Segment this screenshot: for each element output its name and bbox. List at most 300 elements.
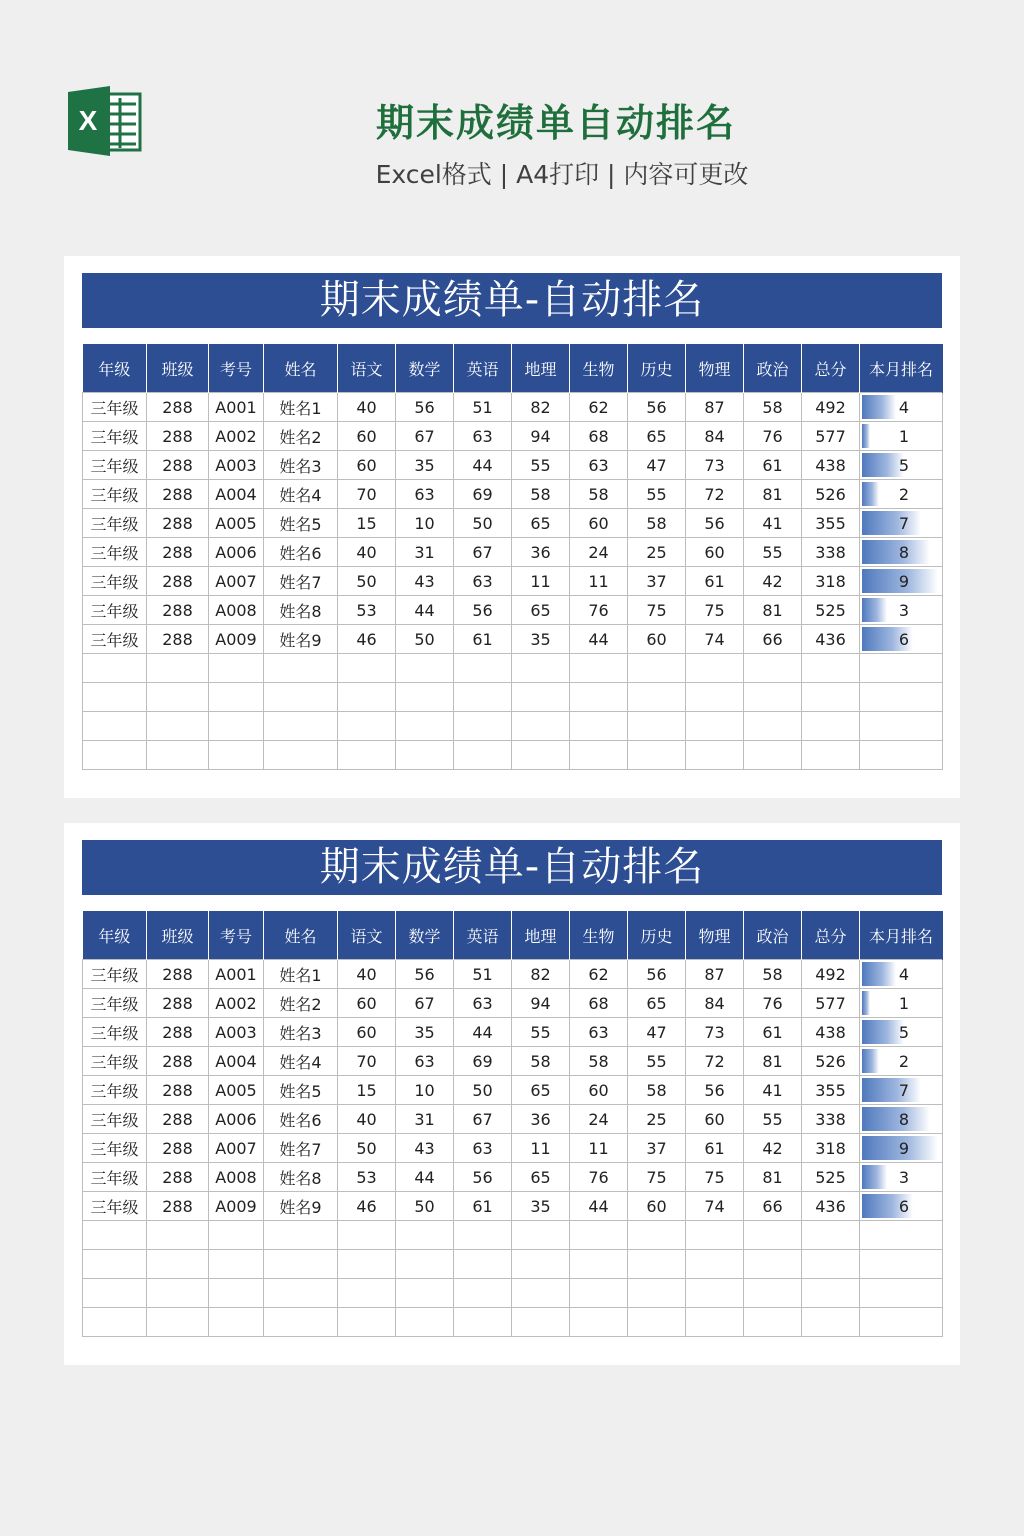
cell-wuli[interactable]: 84 [686, 989, 744, 1018]
empty-cell[interactable] [147, 1308, 209, 1337]
cell-dili[interactable]: 58 [512, 1047, 570, 1076]
cell-grade[interactable]: 三年级 [83, 1163, 147, 1192]
cell-yingyu[interactable]: 56 [454, 1163, 512, 1192]
cell-id[interactable]: A007 [209, 1134, 264, 1163]
empty-cell[interactable] [83, 654, 147, 683]
cell-class[interactable]: 288 [147, 480, 209, 509]
empty-cell[interactable] [802, 1279, 860, 1308]
cell-name[interactable]: 姓名1 [264, 960, 338, 989]
empty-cell[interactable] [744, 741, 802, 770]
cell-yuwen[interactable]: 70 [338, 480, 396, 509]
cell-lishi[interactable]: 75 [628, 1163, 686, 1192]
cell-name[interactable]: 姓名1 [264, 393, 338, 422]
cell-lishi[interactable]: 55 [628, 480, 686, 509]
cell-lishi[interactable]: 65 [628, 422, 686, 451]
cell-lishi[interactable]: 47 [628, 1018, 686, 1047]
rank-cell[interactable] [860, 480, 943, 509]
empty-cell[interactable] [209, 1308, 264, 1337]
cell-lishi[interactable]: 56 [628, 960, 686, 989]
cell-lishi[interactable]: 56 [628, 393, 686, 422]
cell-wuli[interactable]: 75 [686, 596, 744, 625]
empty-cell[interactable] [454, 683, 512, 712]
cell-grade[interactable]: 三年级 [83, 596, 147, 625]
cell-id[interactable]: A004 [209, 1047, 264, 1076]
cell-class[interactable]: 288 [147, 1018, 209, 1047]
cell-wuli[interactable]: 87 [686, 960, 744, 989]
cell-grade[interactable]: 三年级 [83, 1018, 147, 1047]
cell-shuxue[interactable]: 10 [396, 509, 454, 538]
cell-dili[interactable]: 55 [512, 1018, 570, 1047]
empty-cell[interactable] [264, 712, 338, 741]
cell-grade[interactable]: 三年级 [83, 1134, 147, 1163]
cell-name[interactable]: 姓名6 [264, 1105, 338, 1134]
empty-cell[interactable] [686, 1279, 744, 1308]
cell-yingyu[interactable]: 63 [454, 989, 512, 1018]
cell-dili[interactable]: 94 [512, 989, 570, 1018]
rank-cell[interactable] [860, 1192, 943, 1221]
cell-wuli[interactable]: 73 [686, 451, 744, 480]
cell-total[interactable]: 526 [802, 480, 860, 509]
empty-cell[interactable] [83, 1279, 147, 1308]
empty-cell[interactable] [512, 1221, 570, 1250]
cell-yuwen[interactable]: 50 [338, 1134, 396, 1163]
cell-dili[interactable]: 65 [512, 1163, 570, 1192]
cell-shuxue[interactable]: 35 [396, 451, 454, 480]
empty-cell[interactable] [264, 654, 338, 683]
cell-wuli[interactable]: 56 [686, 1076, 744, 1105]
cell-lishi[interactable]: 75 [628, 596, 686, 625]
empty-cell[interactable] [264, 1221, 338, 1250]
cell-yingyu[interactable]: 69 [454, 480, 512, 509]
cell-total[interactable]: 318 [802, 567, 860, 596]
empty-cell[interactable] [860, 741, 943, 770]
empty-cell[interactable] [396, 683, 454, 712]
empty-cell[interactable] [570, 654, 628, 683]
cell-shuxue[interactable]: 31 [396, 538, 454, 567]
empty-cell[interactable] [147, 741, 209, 770]
empty-cell[interactable] [396, 1279, 454, 1308]
rank-cell[interactable] [860, 1018, 943, 1047]
cell-total[interactable]: 338 [802, 1105, 860, 1134]
empty-cell[interactable] [338, 741, 396, 770]
cell-id[interactable]: A007 [209, 567, 264, 596]
cell-zhengzhi[interactable]: 81 [744, 480, 802, 509]
cell-name[interactable]: 姓名7 [264, 1134, 338, 1163]
cell-shuxue[interactable]: 43 [396, 567, 454, 596]
empty-cell[interactable] [396, 1250, 454, 1279]
cell-shengwu[interactable]: 76 [570, 596, 628, 625]
rank-cell[interactable] [860, 1134, 943, 1163]
cell-wuli[interactable]: 56 [686, 509, 744, 538]
empty-cell[interactable] [802, 1308, 860, 1337]
cell-yingyu[interactable]: 56 [454, 596, 512, 625]
cell-total[interactable]: 355 [802, 509, 860, 538]
cell-shuxue[interactable]: 35 [396, 1018, 454, 1047]
rank-cell[interactable] [860, 960, 943, 989]
cell-shengwu[interactable]: 58 [570, 1047, 628, 1076]
empty-cell[interactable] [512, 712, 570, 741]
rank-cell[interactable] [860, 567, 943, 596]
cell-yuwen[interactable]: 50 [338, 567, 396, 596]
cell-class[interactable]: 288 [147, 451, 209, 480]
cell-shuxue[interactable]: 56 [396, 393, 454, 422]
cell-dili[interactable]: 36 [512, 1105, 570, 1134]
empty-cell[interactable] [570, 1308, 628, 1337]
empty-cell[interactable] [147, 1221, 209, 1250]
rank-cell[interactable] [860, 1047, 943, 1076]
cell-class[interactable]: 288 [147, 393, 209, 422]
cell-yuwen[interactable]: 70 [338, 1047, 396, 1076]
cell-zhengzhi[interactable]: 81 [744, 596, 802, 625]
empty-cell[interactable] [628, 683, 686, 712]
empty-cell[interactable] [860, 1221, 943, 1250]
empty-cell[interactable] [686, 683, 744, 712]
cell-zhengzhi[interactable]: 76 [744, 422, 802, 451]
cell-zhengzhi[interactable]: 61 [744, 451, 802, 480]
cell-wuli[interactable]: 74 [686, 1192, 744, 1221]
empty-cell[interactable] [744, 1308, 802, 1337]
cell-total[interactable]: 438 [802, 1018, 860, 1047]
cell-yuwen[interactable]: 15 [338, 509, 396, 538]
cell-class[interactable]: 288 [147, 1163, 209, 1192]
cell-yingyu[interactable]: 50 [454, 1076, 512, 1105]
empty-cell[interactable] [264, 1279, 338, 1308]
empty-cell[interactable] [454, 1308, 512, 1337]
empty-cell[interactable] [686, 1308, 744, 1337]
empty-cell[interactable] [338, 1250, 396, 1279]
cell-total[interactable]: 318 [802, 1134, 860, 1163]
empty-cell[interactable] [744, 654, 802, 683]
empty-cell[interactable] [802, 741, 860, 770]
empty-cell[interactable] [83, 1308, 147, 1337]
cell-grade[interactable]: 三年级 [83, 480, 147, 509]
empty-cell[interactable] [628, 1250, 686, 1279]
cell-grade[interactable]: 三年级 [83, 960, 147, 989]
cell-grade[interactable]: 三年级 [83, 1192, 147, 1221]
cell-wuli[interactable]: 61 [686, 567, 744, 596]
empty-cell[interactable] [396, 712, 454, 741]
cell-id[interactable]: A004 [209, 480, 264, 509]
cell-shengwu[interactable]: 63 [570, 451, 628, 480]
cell-shuxue[interactable]: 56 [396, 960, 454, 989]
cell-wuli[interactable]: 60 [686, 1105, 744, 1134]
rank-cell[interactable] [860, 625, 943, 654]
empty-cell[interactable] [686, 741, 744, 770]
cell-total[interactable]: 338 [802, 538, 860, 567]
cell-shengwu[interactable]: 60 [570, 509, 628, 538]
empty-cell[interactable] [860, 712, 943, 741]
empty-cell[interactable] [454, 1250, 512, 1279]
cell-yingyu[interactable]: 69 [454, 1047, 512, 1076]
empty-cell[interactable] [338, 683, 396, 712]
cell-lishi[interactable]: 37 [628, 1134, 686, 1163]
empty-cell[interactable] [338, 1308, 396, 1337]
cell-grade[interactable]: 三年级 [83, 509, 147, 538]
cell-name[interactable]: 姓名4 [264, 480, 338, 509]
cell-name[interactable]: 姓名2 [264, 989, 338, 1018]
cell-total[interactable]: 355 [802, 1076, 860, 1105]
empty-cell[interactable] [570, 1221, 628, 1250]
cell-grade[interactable]: 三年级 [83, 393, 147, 422]
cell-yuwen[interactable]: 40 [338, 1105, 396, 1134]
empty-cell[interactable] [209, 1221, 264, 1250]
empty-cell[interactable] [512, 1279, 570, 1308]
empty-cell[interactable] [570, 741, 628, 770]
empty-cell[interactable] [686, 1221, 744, 1250]
cell-class[interactable]: 288 [147, 567, 209, 596]
cell-wuli[interactable]: 84 [686, 422, 744, 451]
empty-cell[interactable] [628, 741, 686, 770]
cell-lishi[interactable]: 60 [628, 1192, 686, 1221]
empty-cell[interactable] [744, 1279, 802, 1308]
cell-shuxue[interactable]: 63 [396, 480, 454, 509]
cell-yingyu[interactable]: 44 [454, 1018, 512, 1047]
cell-grade[interactable]: 三年级 [83, 451, 147, 480]
cell-dili[interactable]: 11 [512, 567, 570, 596]
cell-zhengzhi[interactable]: 76 [744, 989, 802, 1018]
cell-name[interactable]: 姓名7 [264, 567, 338, 596]
cell-zhengzhi[interactable]: 58 [744, 393, 802, 422]
empty-cell[interactable] [802, 712, 860, 741]
cell-class[interactable]: 288 [147, 625, 209, 654]
cell-lishi[interactable]: 25 [628, 1105, 686, 1134]
cell-shengwu[interactable]: 68 [570, 422, 628, 451]
empty-cell[interactable] [570, 1250, 628, 1279]
empty-cell[interactable] [396, 1221, 454, 1250]
cell-zhengzhi[interactable]: 66 [744, 625, 802, 654]
empty-cell[interactable] [686, 654, 744, 683]
cell-zhengzhi[interactable]: 55 [744, 538, 802, 567]
cell-id[interactable]: A005 [209, 509, 264, 538]
cell-name[interactable]: 姓名9 [264, 1192, 338, 1221]
cell-grade[interactable]: 三年级 [83, 1105, 147, 1134]
empty-cell[interactable] [147, 654, 209, 683]
cell-class[interactable]: 288 [147, 422, 209, 451]
cell-yingyu[interactable]: 51 [454, 960, 512, 989]
cell-total[interactable]: 526 [802, 1047, 860, 1076]
cell-name[interactable]: 姓名2 [264, 422, 338, 451]
cell-wuli[interactable]: 60 [686, 538, 744, 567]
empty-cell[interactable] [264, 741, 338, 770]
cell-yuwen[interactable]: 15 [338, 1076, 396, 1105]
cell-class[interactable]: 288 [147, 960, 209, 989]
cell-shuxue[interactable]: 10 [396, 1076, 454, 1105]
empty-cell[interactable] [686, 712, 744, 741]
empty-cell[interactable] [512, 1308, 570, 1337]
cell-yingyu[interactable]: 61 [454, 1192, 512, 1221]
empty-cell[interactable] [744, 1250, 802, 1279]
rank-cell[interactable] [860, 1076, 943, 1105]
empty-cell[interactable] [338, 1221, 396, 1250]
cell-grade[interactable]: 三年级 [83, 538, 147, 567]
empty-cell[interactable] [860, 683, 943, 712]
cell-shuxue[interactable]: 67 [396, 422, 454, 451]
empty-cell[interactable] [209, 1279, 264, 1308]
cell-total[interactable]: 577 [802, 422, 860, 451]
cell-yingyu[interactable]: 63 [454, 422, 512, 451]
empty-cell[interactable] [338, 712, 396, 741]
cell-yuwen[interactable]: 40 [338, 960, 396, 989]
cell-dili[interactable]: 94 [512, 422, 570, 451]
empty-cell[interactable] [454, 741, 512, 770]
empty-cell[interactable] [209, 654, 264, 683]
cell-lishi[interactable]: 58 [628, 509, 686, 538]
cell-yuwen[interactable]: 40 [338, 538, 396, 567]
cell-zhengzhi[interactable]: 81 [744, 1047, 802, 1076]
cell-id[interactable]: A003 [209, 1018, 264, 1047]
cell-class[interactable]: 288 [147, 1134, 209, 1163]
empty-cell[interactable] [396, 741, 454, 770]
cell-dili[interactable]: 58 [512, 480, 570, 509]
empty-cell[interactable] [570, 1279, 628, 1308]
empty-cell[interactable] [454, 1221, 512, 1250]
cell-total[interactable]: 525 [802, 596, 860, 625]
cell-lishi[interactable]: 55 [628, 1047, 686, 1076]
empty-cell[interactable] [860, 1279, 943, 1308]
empty-cell[interactable] [570, 712, 628, 741]
empty-cell[interactable] [628, 712, 686, 741]
cell-dili[interactable]: 36 [512, 538, 570, 567]
cell-wuli[interactable]: 73 [686, 1018, 744, 1047]
cell-lishi[interactable]: 58 [628, 1076, 686, 1105]
cell-yuwen[interactable]: 46 [338, 625, 396, 654]
cell-shuxue[interactable]: 67 [396, 989, 454, 1018]
cell-class[interactable]: 288 [147, 1076, 209, 1105]
rank-cell[interactable] [860, 509, 943, 538]
empty-cell[interactable] [628, 1221, 686, 1250]
cell-dili[interactable]: 55 [512, 451, 570, 480]
cell-lishi[interactable]: 60 [628, 625, 686, 654]
cell-grade[interactable]: 三年级 [83, 625, 147, 654]
empty-cell[interactable] [802, 683, 860, 712]
cell-dili[interactable]: 65 [512, 1076, 570, 1105]
empty-cell[interactable] [147, 1250, 209, 1279]
cell-zhengzhi[interactable]: 42 [744, 567, 802, 596]
cell-wuli[interactable]: 72 [686, 480, 744, 509]
cell-id[interactable]: A002 [209, 989, 264, 1018]
empty-cell[interactable] [264, 683, 338, 712]
empty-cell[interactable] [147, 712, 209, 741]
empty-cell[interactable] [209, 1250, 264, 1279]
cell-yingyu[interactable]: 50 [454, 509, 512, 538]
cell-yingyu[interactable]: 63 [454, 567, 512, 596]
cell-shengwu[interactable]: 68 [570, 989, 628, 1018]
empty-cell[interactable] [83, 1221, 147, 1250]
empty-cell[interactable] [802, 1250, 860, 1279]
empty-cell[interactable] [264, 1308, 338, 1337]
cell-name[interactable]: 姓名5 [264, 509, 338, 538]
cell-lishi[interactable]: 37 [628, 567, 686, 596]
rank-cell[interactable] [860, 422, 943, 451]
cell-id[interactable]: A006 [209, 1105, 264, 1134]
rank-cell[interactable] [860, 393, 943, 422]
empty-cell[interactable] [209, 712, 264, 741]
cell-name[interactable]: 姓名9 [264, 625, 338, 654]
empty-cell[interactable] [454, 712, 512, 741]
empty-cell[interactable] [744, 683, 802, 712]
empty-cell[interactable] [83, 683, 147, 712]
rank-cell[interactable] [860, 1105, 943, 1134]
cell-name[interactable]: 姓名4 [264, 1047, 338, 1076]
empty-cell[interactable] [147, 683, 209, 712]
cell-shengwu[interactable]: 60 [570, 1076, 628, 1105]
cell-shengwu[interactable]: 24 [570, 1105, 628, 1134]
cell-yingyu[interactable]: 63 [454, 1134, 512, 1163]
empty-cell[interactable] [744, 712, 802, 741]
empty-cell[interactable] [264, 1250, 338, 1279]
empty-cell[interactable] [802, 1221, 860, 1250]
empty-cell[interactable] [512, 1250, 570, 1279]
cell-id[interactable]: A009 [209, 625, 264, 654]
empty-cell[interactable] [628, 654, 686, 683]
cell-name[interactable]: 姓名8 [264, 1163, 338, 1192]
cell-total[interactable]: 436 [802, 1192, 860, 1221]
empty-cell[interactable] [628, 1308, 686, 1337]
cell-shengwu[interactable]: 58 [570, 480, 628, 509]
cell-id[interactable]: A009 [209, 1192, 264, 1221]
cell-dili[interactable]: 82 [512, 393, 570, 422]
cell-zhengzhi[interactable]: 81 [744, 1163, 802, 1192]
rank-cell[interactable] [860, 1163, 943, 1192]
empty-cell[interactable] [860, 1250, 943, 1279]
empty-cell[interactable] [454, 1279, 512, 1308]
rank-cell[interactable] [860, 989, 943, 1018]
cell-grade[interactable]: 三年级 [83, 422, 147, 451]
cell-shuxue[interactable]: 63 [396, 1047, 454, 1076]
cell-dili[interactable]: 65 [512, 509, 570, 538]
cell-grade[interactable]: 三年级 [83, 989, 147, 1018]
cell-yuwen[interactable]: 53 [338, 1163, 396, 1192]
cell-id[interactable]: A001 [209, 960, 264, 989]
cell-yingyu[interactable]: 51 [454, 393, 512, 422]
cell-shengwu[interactable]: 62 [570, 960, 628, 989]
cell-grade[interactable]: 三年级 [83, 567, 147, 596]
cell-class[interactable]: 288 [147, 538, 209, 567]
cell-lishi[interactable]: 25 [628, 538, 686, 567]
empty-cell[interactable] [628, 1279, 686, 1308]
empty-cell[interactable] [83, 1250, 147, 1279]
cell-id[interactable]: A003 [209, 451, 264, 480]
cell-dili[interactable]: 35 [512, 1192, 570, 1221]
cell-id[interactable]: A008 [209, 1163, 264, 1192]
cell-zhengzhi[interactable]: 66 [744, 1192, 802, 1221]
empty-cell[interactable] [147, 1279, 209, 1308]
cell-name[interactable]: 姓名8 [264, 596, 338, 625]
empty-cell[interactable] [860, 1308, 943, 1337]
cell-id[interactable]: A002 [209, 422, 264, 451]
cell-grade[interactable]: 三年级 [83, 1076, 147, 1105]
cell-dili[interactable]: 35 [512, 625, 570, 654]
cell-dili[interactable]: 11 [512, 1134, 570, 1163]
cell-total[interactable]: 436 [802, 625, 860, 654]
empty-cell[interactable] [744, 1221, 802, 1250]
cell-wuli[interactable]: 74 [686, 625, 744, 654]
cell-shuxue[interactable]: 50 [396, 625, 454, 654]
cell-class[interactable]: 288 [147, 1192, 209, 1221]
cell-shuxue[interactable]: 43 [396, 1134, 454, 1163]
cell-shengwu[interactable]: 44 [570, 625, 628, 654]
empty-cell[interactable] [512, 654, 570, 683]
cell-zhengzhi[interactable]: 61 [744, 1018, 802, 1047]
cell-id[interactable]: A005 [209, 1076, 264, 1105]
cell-shengwu[interactable]: 62 [570, 393, 628, 422]
cell-class[interactable]: 288 [147, 596, 209, 625]
cell-lishi[interactable]: 47 [628, 451, 686, 480]
cell-yingyu[interactable]: 61 [454, 625, 512, 654]
empty-cell[interactable] [686, 1250, 744, 1279]
cell-yingyu[interactable]: 67 [454, 538, 512, 567]
empty-cell[interactable] [860, 654, 943, 683]
